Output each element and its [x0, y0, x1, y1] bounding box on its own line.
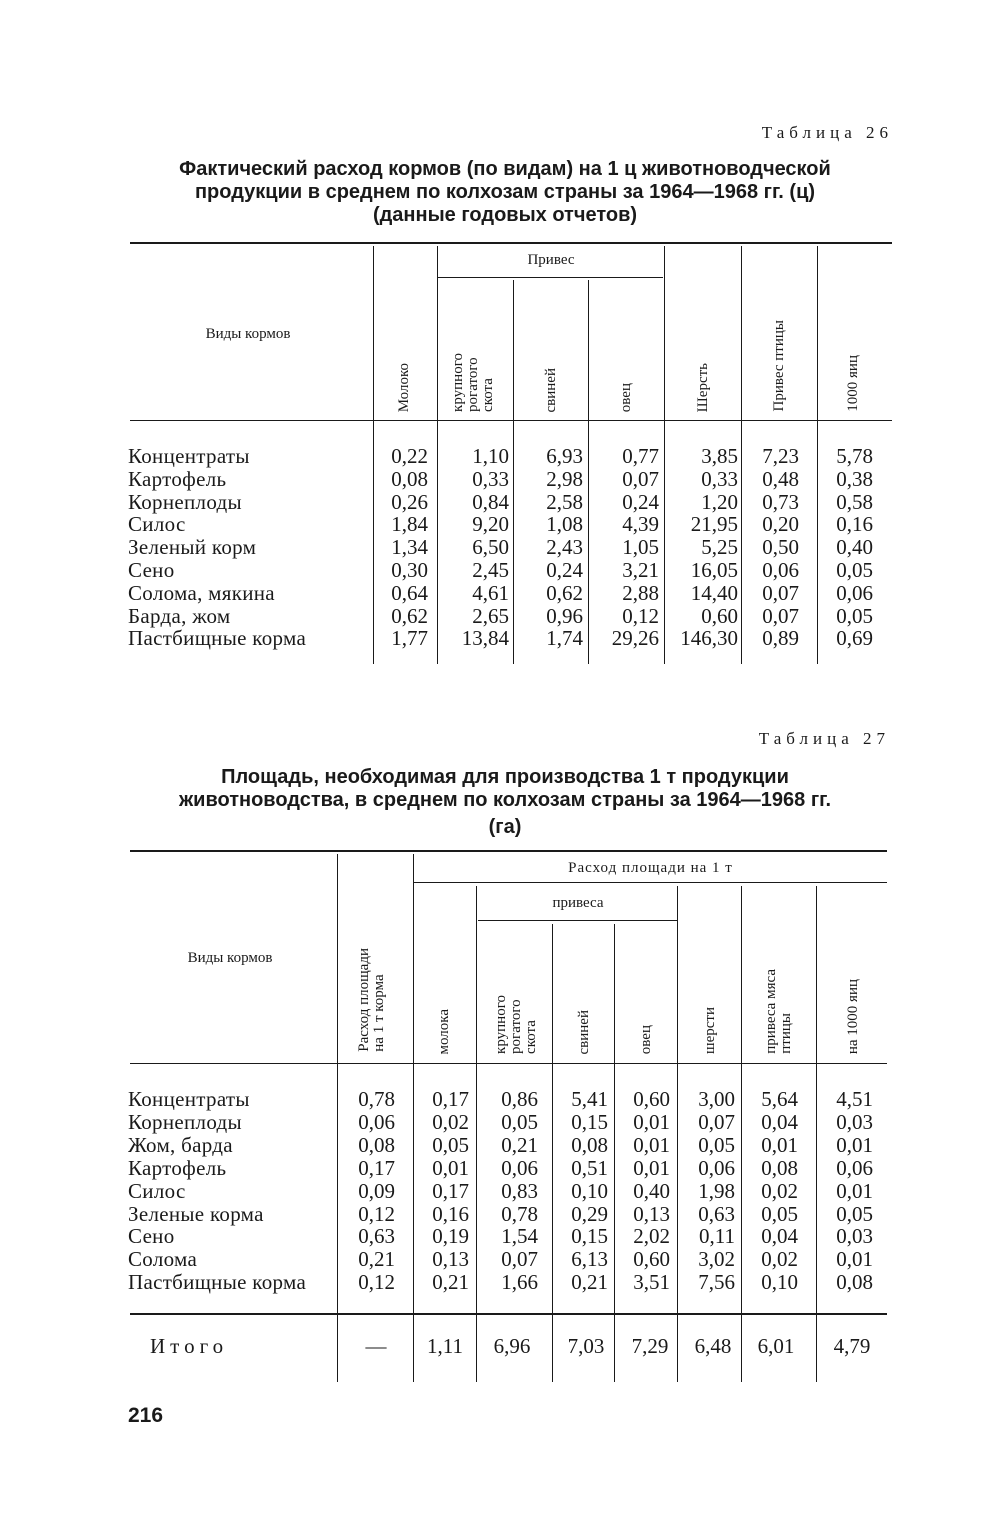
table26-row-name: Зеленый корм — [128, 535, 257, 559]
table27-cell: 0,02 — [432, 1110, 469, 1134]
table26-cell: 29,26 — [611, 626, 659, 650]
table26-cell: 0,73 — [762, 490, 799, 514]
table26-cell: 3,85 — [701, 444, 738, 468]
table26-title — [120, 158, 890, 227]
table26-group-rule — [438, 277, 663, 278]
table27-cell: 1,54 — [501, 1224, 538, 1248]
table27-cell: 0,06 — [358, 1110, 395, 1134]
table26-col-wool: Шерсть — [695, 362, 711, 412]
table27-cell: 1,98 — [698, 1179, 735, 1203]
table26-cell: 0,08 — [391, 467, 428, 491]
table26-title-line: Фактический расход кормов (по видам) на 1 ц животноводческой — [179, 158, 831, 180]
table27-row-name: Зеленые корма — [128, 1202, 264, 1226]
table27-total-cell: 6,96 — [493, 1334, 531, 1358]
table27-cell: 3,51 — [633, 1270, 670, 1294]
table26-cell: 0,38 — [836, 467, 873, 491]
table27-header-area: Расход площади на 1 т — [568, 860, 733, 876]
table27-title-line: Площадь, необходимая для производства 1 т продукции — [221, 766, 789, 788]
table26-row-name: Корнеплоды — [128, 490, 242, 514]
table27-cell: 0,08 — [571, 1133, 608, 1157]
table26-cell: 0,33 — [472, 467, 509, 491]
table26-row-name: Концентраты — [128, 444, 250, 468]
table27-cell: 0,21 — [432, 1270, 469, 1294]
table26-cell: 1,08 — [546, 512, 583, 536]
table26-label: Таблица 26 — [761, 123, 893, 142]
table27-row-name: Пастбищные корма — [128, 1270, 307, 1294]
table27-cell: 0,21 — [571, 1270, 608, 1294]
table26-cell: 1,74 — [546, 626, 583, 650]
table27-total-rule — [130, 1313, 887, 1315]
table27-cell: 0,01 — [633, 1156, 670, 1180]
table27-cell: 0,01 — [761, 1133, 798, 1157]
table27-col-pigs: свиней — [576, 1009, 592, 1054]
table27-cell: 0,06 — [698, 1156, 735, 1180]
table26-cell: 1,84 — [391, 512, 428, 536]
table27-top-rule — [130, 850, 887, 852]
table27-col-poultry: привеса мяса птицы — [763, 969, 794, 1054]
table27-cell: 0,05 — [761, 1202, 798, 1226]
table26-row-name: Солома, мякина — [128, 581, 275, 605]
table27-subgroup-rule — [478, 920, 678, 921]
table26-cell: 2,45 — [472, 558, 509, 582]
table26-cell: 0,69 — [836, 626, 873, 650]
table27-col-wool: шерсти — [702, 1007, 718, 1054]
table26-cell: 0,77 — [622, 444, 659, 468]
table27-cell: 0,05 — [501, 1110, 538, 1134]
table27-cell: 0,60 — [633, 1247, 670, 1271]
table26-cell: 0,62 — [391, 604, 428, 628]
table27-cell: 0,05 — [836, 1202, 873, 1226]
table27-cell: 0,08 — [836, 1270, 873, 1294]
table27-cell: 0,10 — [761, 1270, 798, 1294]
table26-top-rule — [130, 242, 892, 244]
table27-title-line: животноводства, в среднем по колхозам страны за 1964—1968 гг. — [178, 789, 832, 811]
table27-cell: 6,13 — [571, 1247, 608, 1271]
table26-col-pigs: свиней — [543, 367, 559, 412]
table26-cell: 0,33 — [701, 467, 738, 491]
table26-cell: 0,60 — [701, 604, 738, 628]
table27-cell: 0,29 — [571, 1202, 608, 1226]
table27-total-cell: 6,01 — [757, 1334, 795, 1358]
table27-cell: 0,05 — [432, 1133, 469, 1157]
table26-col-divider — [664, 246, 665, 664]
table27-label: Таблица 27 — [758, 729, 890, 748]
table27-cell: 0,02 — [761, 1247, 798, 1271]
table27-row-name: Жом, барда — [128, 1133, 233, 1157]
table27-row-name: Концентраты — [128, 1087, 250, 1111]
table27-col-cattle: крупного рогатого скота — [493, 995, 539, 1054]
table27-cell: 0,07 — [501, 1247, 538, 1271]
table27-cell: 0,21 — [358, 1247, 395, 1271]
table26-cell: 6,50 — [472, 535, 509, 559]
page-number: 216 — [128, 1404, 164, 1427]
table27-total-cell: 1,11 — [427, 1334, 463, 1358]
table26-cell: 0,24 — [546, 558, 583, 582]
table26-row-name: Барда, жом — [128, 604, 231, 628]
table26-cell: 0,12 — [622, 604, 659, 628]
table26-cell: 0,96 — [546, 604, 583, 628]
table27-cell: 0,04 — [761, 1110, 798, 1134]
table27-cell: 0,07 — [698, 1110, 735, 1134]
table26-cell: 0,48 — [762, 467, 799, 491]
table27-cell: 0,83 — [501, 1179, 538, 1203]
table26-row-name: Сено — [128, 558, 175, 582]
table26-cell: 0,26 — [391, 490, 428, 514]
table26-cell: 2,58 — [546, 490, 583, 514]
table26-col-divider — [437, 246, 438, 664]
table26-cell: 0,84 — [472, 490, 509, 514]
table26-cell: 2,65 — [472, 604, 509, 628]
table27-cell: 3,00 — [698, 1087, 735, 1111]
table27-cell: 0,78 — [358, 1087, 395, 1111]
table27-cell: 4,51 — [836, 1087, 873, 1111]
table27-cell: 0,01 — [633, 1110, 670, 1134]
table27-cell: 0,12 — [358, 1202, 395, 1226]
table27-cell: 0,03 — [836, 1224, 873, 1248]
table27-header-rule — [130, 1063, 887, 1064]
table27-col-area-per-feed: Расход площади на 1 т корма — [356, 948, 387, 1052]
table27-cell: 2,02 — [633, 1224, 670, 1248]
table26-title-line: продукции в среднем по колхозам страны за 1964—1968 гг. (ц) — [194, 181, 816, 203]
table26-header-rule — [130, 420, 892, 421]
table26-cell: 21,95 — [690, 512, 738, 536]
table27-cell: 0,02 — [761, 1179, 798, 1203]
table27-cell: 0,40 — [633, 1179, 670, 1203]
table26-cell: 16,05 — [690, 558, 738, 582]
table27-cell: 5,64 — [761, 1087, 798, 1111]
table27-cell: 0,05 — [698, 1133, 735, 1157]
table27-cell: 0,13 — [432, 1247, 469, 1271]
table26-row-name: Силос — [128, 512, 186, 536]
table27-cell: 0,04 — [761, 1224, 798, 1248]
table27-col-sheep: овец — [638, 1024, 654, 1054]
table27-cell: 0,01 — [836, 1133, 873, 1157]
table26-cell: 5,78 — [836, 444, 873, 468]
table27-row-name: Силос — [128, 1179, 186, 1203]
table26-cell: 5,25 — [701, 535, 738, 559]
table26-cell: 7,23 — [762, 444, 799, 468]
table26-cell: 0,62 — [546, 581, 583, 605]
table26-cell: 1,20 — [701, 490, 738, 514]
table27-col-milk: молока — [436, 1008, 452, 1054]
table27-cell: 0,17 — [358, 1156, 395, 1180]
table26-row-name: Пастбищные корма — [128, 626, 307, 650]
table27-cell: 0,78 — [501, 1202, 538, 1226]
table26-row-name: Картофель — [128, 467, 227, 491]
table26-cell: 3,21 — [622, 558, 659, 582]
table27-row-name: Корнеплоды — [128, 1110, 242, 1134]
table27-cell: 0,03 — [836, 1110, 873, 1134]
table27-cell: 7,56 — [698, 1270, 735, 1294]
table27-cell: 0,10 — [571, 1179, 608, 1203]
table27-cell: 0,63 — [698, 1202, 735, 1226]
table27-cell: 0,17 — [432, 1087, 469, 1111]
table27-cell: 0,06 — [501, 1156, 538, 1180]
table27-total-cell: 4,79 — [833, 1334, 871, 1358]
table27-row-name: Солома — [128, 1247, 198, 1271]
table26-cell: 0,06 — [762, 558, 799, 582]
table27-cell: 0,08 — [358, 1133, 395, 1157]
table27-title-line: (га) — [488, 816, 522, 838]
table26-cell: 9,20 — [472, 512, 509, 536]
table27-header-feed-type: Виды кормов — [187, 950, 273, 966]
table27-cell: 0,01 — [633, 1133, 670, 1157]
table26-cell: 0,30 — [391, 558, 428, 582]
table26-col-sheep: овец — [618, 382, 634, 412]
table26-cell: 0,05 — [836, 604, 873, 628]
table26-cell: 1,77 — [391, 626, 428, 650]
table26-title-line: (данные годовых отчетов) — [372, 204, 638, 226]
table27-cell: 0,15 — [571, 1224, 608, 1248]
table27-total-cell: — — [365, 1334, 387, 1358]
table27-header-gain: привеса — [552, 895, 604, 911]
table26-cell: 0,22 — [391, 444, 428, 468]
table26-cell: 1,10 — [472, 444, 509, 468]
table27-cell: 0,01 — [836, 1179, 873, 1203]
table26-cell: 0,64 — [391, 581, 428, 605]
table27-cell: 0,15 — [571, 1110, 608, 1134]
table27-cell: 0,08 — [761, 1156, 798, 1180]
table27-cell: 5,41 — [571, 1087, 608, 1111]
table27-cell: 1,66 — [501, 1270, 538, 1294]
table27-row-name: Сено — [128, 1224, 175, 1248]
table27-row-name: Картофель — [128, 1156, 227, 1180]
table26-cell: 0,40 — [836, 535, 873, 559]
table27-cell: 0,11 — [699, 1224, 735, 1248]
table27-group-rule — [414, 882, 887, 883]
table26-cell: 0,07 — [622, 467, 659, 491]
table26-col-poultry: Привес птицы — [771, 320, 787, 412]
table27-cell: 0,51 — [571, 1156, 608, 1180]
table26-header-gain: Привес — [527, 252, 575, 268]
table26-cell: 0,07 — [762, 581, 799, 605]
table27-cell: 0,17 — [432, 1179, 469, 1203]
table27-cell: 0,13 — [633, 1202, 670, 1226]
table26-cell: 0,24 — [622, 490, 659, 514]
table27-total-cell: 7,29 — [631, 1334, 669, 1358]
table26-cell: 0,07 — [762, 604, 799, 628]
table27-total-cell: 7,03 — [567, 1334, 605, 1358]
table27-cell: 0,21 — [501, 1133, 538, 1157]
table26-cell: 13,84 — [461, 626, 509, 650]
table27-title — [120, 766, 890, 839]
table26-cell: 0,89 — [762, 626, 799, 650]
table26-cell: 1,05 — [622, 535, 659, 559]
table26-cell: 14,40 — [690, 581, 738, 605]
table26-cell: 0,50 — [762, 535, 799, 559]
table26-cell: 2,88 — [622, 581, 659, 605]
table26-col-milk: Молоко — [396, 362, 412, 412]
table26-cell: 146,30 — [680, 626, 738, 650]
table27-cell: 0,16 — [432, 1202, 469, 1226]
table26-col-eggs: 1000 яиц — [845, 355, 861, 412]
table27-cell: 3,02 — [698, 1247, 735, 1271]
table26-cell: 0,58 — [836, 490, 873, 514]
table26-cell: 0,20 — [762, 512, 799, 536]
table26-cell: 6,93 — [546, 444, 583, 468]
table27-cell: 0,01 — [432, 1156, 469, 1180]
table26-col-cattle: крупного рогатого скота — [450, 353, 496, 412]
table27-cell: 0,60 — [633, 1087, 670, 1111]
table27-col-eggs: на 1000 яиц — [845, 978, 861, 1054]
table27-cell: 0,19 — [432, 1224, 469, 1248]
table27-cell: 0,12 — [358, 1270, 395, 1294]
table26-cell: 4,61 — [472, 581, 509, 605]
table27-cell: 0,63 — [358, 1224, 395, 1248]
table26-cell: 2,43 — [546, 535, 583, 559]
table27-total-cell: 6,48 — [694, 1334, 732, 1358]
table26-cell: 0,06 — [836, 581, 873, 605]
table27-cell: 0,86 — [501, 1087, 538, 1111]
table26-cell: 1,34 — [391, 535, 428, 559]
table27-cell: 0,09 — [358, 1179, 395, 1203]
table26-cell: 0,16 — [836, 512, 873, 536]
table26-cell: 4,39 — [622, 512, 659, 536]
table26-header-feed-type: Виды кормов — [205, 326, 291, 342]
table27-cell: 0,01 — [836, 1247, 873, 1271]
table26-cell: 0,05 — [836, 558, 873, 582]
table27-total-label: Итого — [150, 1334, 229, 1358]
table26-cell: 2,98 — [546, 467, 583, 491]
table27-cell: 0,06 — [836, 1156, 873, 1180]
